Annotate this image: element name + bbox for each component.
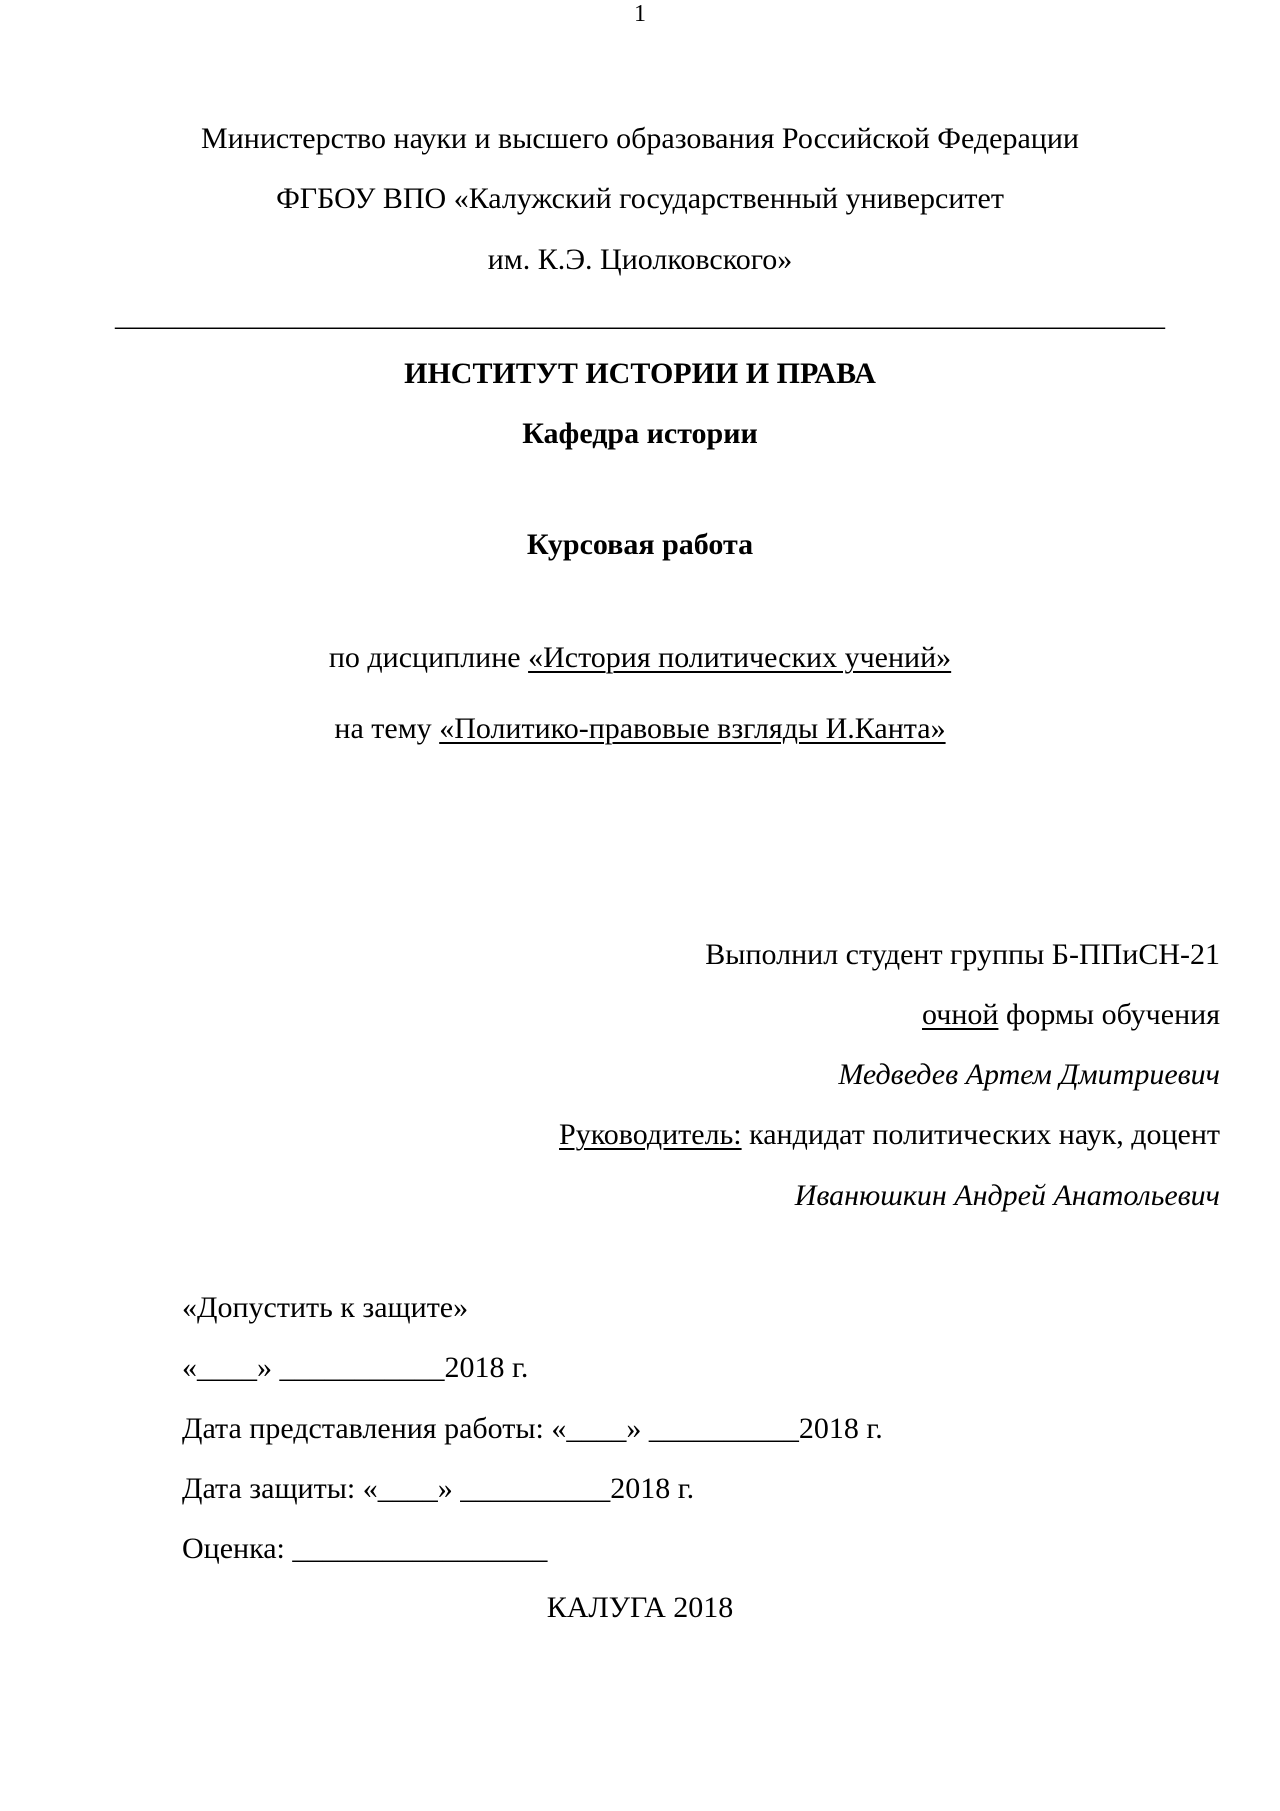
supervisor-label: Руководитель: [559, 1118, 742, 1151]
student-name: Медведев Артем Дмитриевич [838, 1058, 1220, 1091]
study-form-line [922, 997, 1220, 1033]
topic-value: «Политико-правовые взгляды И.Канта» [439, 712, 946, 745]
allow-defense-label: «Допустить к защите» [182, 1291, 469, 1324]
discipline-value: «История политических учений» [528, 641, 952, 674]
topic-line [0, 711, 1280, 747]
ministry-line: Министерство науки и высшего образования Российской Федерации [201, 122, 1079, 155]
submission-date: Дата представления работы: «____» __________2018 г. [182, 1412, 883, 1445]
discipline-prefix: по дисциплине [328, 641, 529, 674]
city-year: КАЛУГА 2018 [546, 1591, 734, 1624]
allow-defense-date: «____» ___________2018 г. [182, 1351, 529, 1384]
supervisor-name: Иванюшкин Андрей Анатольевич [794, 1179, 1220, 1212]
defense-date: Дата защиты: «____» __________2018 г. [182, 1472, 695, 1505]
performed-by-line: Выполнил студент группы Б-ППиСН-21 [705, 938, 1220, 971]
study-form-value: очной [922, 998, 999, 1031]
grade-line: Оценка: _________________ [182, 1532, 548, 1565]
discipline-line [0, 640, 1280, 676]
header-separator: ______________________________________________________________________ [115, 299, 1165, 332]
page-number: 1 [634, 1, 646, 27]
department-title: Кафедра истории [522, 417, 758, 450]
university-line-2: им. К.Э. Циолковского» [487, 243, 793, 276]
topic-prefix: на тему [334, 712, 440, 745]
supervisor-title: кандидат политических наук, доцент [741, 1118, 1220, 1151]
supervisor-line [559, 1117, 1220, 1153]
university-line-1: ФГБОУ ВПО «Калужский государственный университет [276, 182, 1004, 215]
study-form-suffix: формы обучения [998, 998, 1220, 1031]
work-type-title: Курсовая работа [526, 528, 754, 561]
institute-title: ИНСТИТУТ ИСТОРИИ И ПРАВА [404, 357, 876, 390]
